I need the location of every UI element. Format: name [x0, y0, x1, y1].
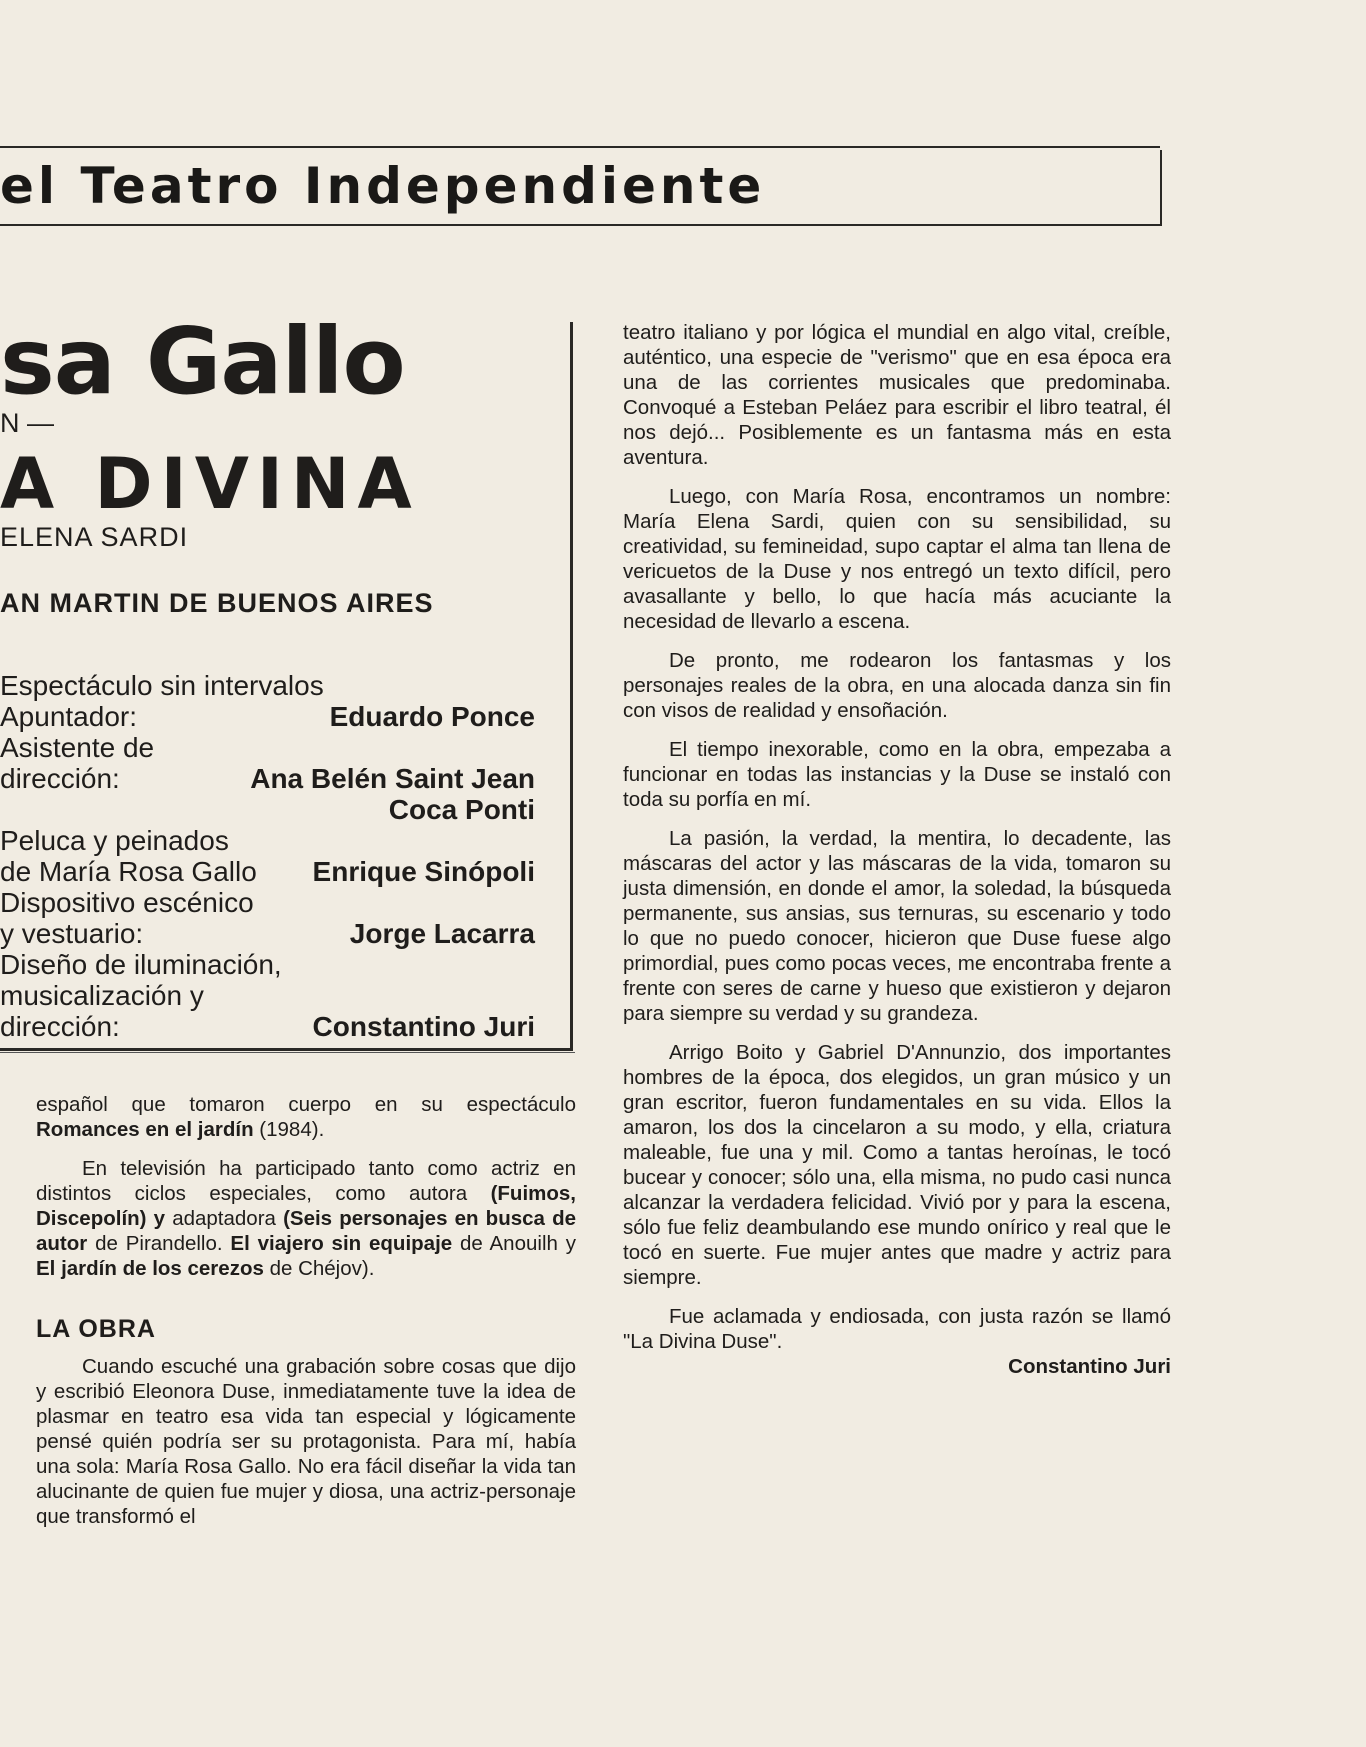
credit-row: [0, 918, 535, 949]
credit-row: [0, 670, 535, 701]
credit-row: [0, 825, 535, 856]
top-rule: [0, 146, 1160, 148]
credit-row: [0, 856, 535, 887]
credit-value: Coca Ponti: [388, 794, 535, 825]
credit-label: musicalización y: [0, 980, 204, 1011]
credits-underline: [0, 1052, 575, 1053]
text-run: de Chéjov).: [263, 1257, 375, 1280]
paragraph: Arrigo Boito y Gabriel D'Annunzio, dos importantes hombres de la época, dos elegidos, un gran músico y un gran escritor, fueron fundamentales en su vida. Ellos la amaron, los dos la cincelaron a su modo, y ella, criatura maleable, fue una y mil. Como a tantas heroínas, le tocó bucear y conocer; sólo una, ella misma, no pudo casi nunca alcanzar la verdadera felicidad. Vivió por y para la escena, sólo fue feliz deambulando ese mundo onírico y real que le tocó en suerte. Fue mujer antes que madre y actriz para siempre.: [623, 1041, 1171, 1289]
credit-label: Dispositivo escénico: [0, 887, 254, 918]
play-title: A DIVINA: [0, 443, 420, 525]
credit-row: [0, 980, 535, 1011]
credit-label: y vestuario:: [0, 918, 144, 949]
work-title: (Seis personajes en busca de autor: [36, 1207, 577, 1255]
signature: Constantino Juri: [1008, 1355, 1171, 1378]
credit-label: dirección:: [0, 1011, 120, 1042]
paragraph: Luego, con María Rosa, encontramos un nombre: María Elena Sardi, quien con su sensibilidad, su creatividad, su femineidad, supo captar el alma tan llena de vericuetos de la Duse y nos entregó un texto difícil, pero avasallante y bello, lo que hacía más acuciante la necesidad de llevarlo a escena.: [623, 485, 1171, 633]
left-text-column: [36, 1092, 576, 1529]
credit-value: Constantino Juri: [312, 1011, 535, 1042]
credit-row: [0, 732, 535, 763]
right-text-column: [623, 320, 1171, 1379]
credit-row: [0, 949, 535, 980]
credit-row: [0, 1011, 535, 1042]
text-run: de Anouilh y: [452, 1232, 576, 1255]
credit-label: de María Rosa Gallo: [0, 856, 257, 887]
credit-value: Jorge Lacarra: [349, 918, 535, 949]
section-header-title: el Teatro Independiente: [0, 157, 766, 215]
text-run: adaptadora: [165, 1207, 284, 1230]
paragraph: De pronto, me rodearon los fantasmas y los personajes reales de la obra, en una alocada danza sin fin con visos de realidad y ensoñación.: [623, 649, 1171, 722]
credit-label: Peluca y peinados: [0, 825, 229, 856]
paragraph: La pasión, la verdad, la mentira, lo decadente, las máscaras del actor y las máscaras de la vida, tomaron su justa dimensión, en donde el amor, la soledad, la búsqueda permanente, sus ansias, sus ternuras, su escenario y todo lo que no puedo conocer, hicieron que Duse fuese algo primordial, pues como pocas veces, me encontraba frente a frente con seres de carne y hueso que existieron y dejaron para siempre su verdad y su grandeza.: [623, 827, 1171, 1025]
actress-name: sa Gallo: [0, 308, 405, 415]
credit-row: [0, 887, 535, 918]
credit-value: Ana Belén Saint Jean: [250, 763, 535, 794]
section-heading: LA OBRA: [36, 1315, 156, 1343]
work-title: El jardín de los cerezos: [36, 1257, 264, 1280]
credit-value: Eduardo Ponce: [329, 701, 535, 732]
paragraph: teatro italiano y por lógica el mundial en algo vital, creíble, auténtico, una especie de "verismo" que en esa época era una de las corrientes musicales que predominaba. Convoqué a Esteban Peláez para escribir el libro teatral, él nos dejó... Posiblemente es un fantasma más en esta aventura.: [623, 321, 1171, 469]
work-title: Romances en el jardín: [36, 1118, 254, 1141]
credit-label: Asistente de: [0, 732, 155, 763]
credits-dash-line: N —: [0, 408, 54, 438]
text-run: En televisión ha participado tanto como actriz en distintos ciclos especiales, como autora: [36, 1157, 576, 1205]
credit-label: dirección:: [0, 763, 120, 794]
paragraph: [36, 1156, 576, 1281]
credit-row: [0, 701, 535, 732]
credit-label: Apuntador:: [0, 701, 137, 732]
text-run: de Pirandello.: [87, 1232, 231, 1255]
text-run: español que tomaron cuerpo en su espectáculo: [36, 1093, 576, 1116]
credit-value: Enrique Sinópoli: [312, 856, 535, 887]
paragraph: [36, 1092, 576, 1142]
credit-label: Espectáculo sin intervalos: [0, 670, 324, 701]
play-author: ELENA SARDI: [0, 522, 189, 552]
theater-name: AN MARTIN DE BUENOS AIRES: [0, 588, 434, 618]
credit-label: Diseño de iluminación,: [0, 949, 282, 980]
paragraph: Fue aclamada y endiosada, con justa razón se llamó "La Divina Duse".: [623, 1305, 1171, 1353]
credit-row: [0, 794, 535, 825]
work-title: El viajero sin equipaje: [230, 1232, 453, 1255]
paragraph: El tiempo inexorable, como en la obra, empezaba a funcionar en todas las instancias y la Duse se instaló con toda su porfía en mí.: [623, 738, 1171, 811]
work-title: (Fuimos, Discepolín) y: [36, 1182, 576, 1230]
text-run: (1984).: [253, 1118, 325, 1141]
credit-row: [0, 763, 535, 794]
paragraph: Cuando escuché una grabación sobre cosas que dijo y escribió Eleonora Duse, inmediatamente tuve la idea de plasmar en teatro esa vida tan especial y lógicamente pensé quién podría ser su protagonista. Para mí, había una sola: María Rosa Gallo. No era fácil diseñar la vida tan alucinante de quien fue mujer y diosa, una actriz-personaje que transformó el: [36, 1355, 576, 1528]
